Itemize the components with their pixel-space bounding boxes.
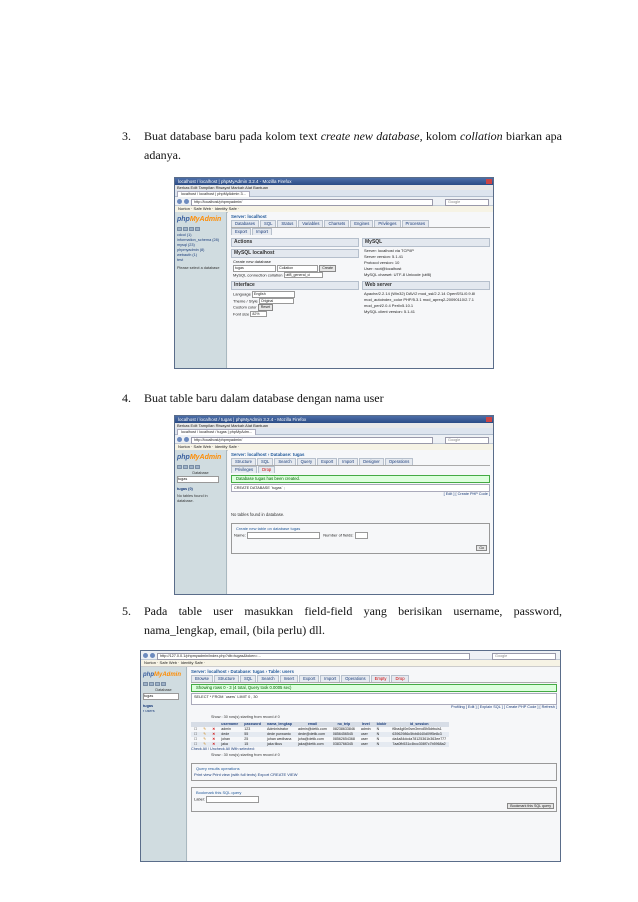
tab-import[interactable]: Import — [252, 228, 272, 235]
column-header[interactable]: nama_lengkap — [264, 722, 295, 727]
back-icon[interactable] — [143, 653, 148, 658]
cell: user — [360, 737, 368, 741]
sql-query: SELECT * FROM `users` LIMIT 0 , 30 — [191, 693, 557, 705]
row-checkbox[interactable]: ☐ — [194, 737, 198, 741]
sql-query: CREATE DATABASE `tugas` ; — [231, 484, 490, 492]
tab-drop[interactable]: Drop — [391, 675, 408, 682]
tab-engines[interactable]: Engines — [350, 220, 373, 227]
step-4 — [122, 389, 562, 408]
cell: dede@detik.com — [295, 732, 330, 737]
db-item[interactable]: tugas (0) — [177, 487, 193, 491]
label-label: Label: — [194, 796, 205, 802]
showing-rows-message: Showing rows 0 - 3 (4 total, Query took 0.0005 sec) — [191, 684, 557, 692]
home-icon[interactable] — [177, 465, 182, 469]
cell: dede — [218, 732, 241, 737]
cell: 08238633846 — [332, 727, 355, 731]
cell: dede purwanto — [264, 732, 295, 737]
row-navigation-bottom[interactable]: Show : 30 row(s) starting from record # 0 — [211, 752, 280, 757]
norton-toolbar[interactable]: Norton · Safe Web · Identity Safe · — [175, 206, 493, 213]
forward-icon[interactable] — [184, 437, 189, 442]
tab-privileges[interactable]: Privileges — [374, 220, 400, 227]
mysql-info: MySQL charset: UTF-8 Unicode (utf8) — [364, 272, 432, 277]
no-tables-hint: No tables found in database. — [177, 494, 208, 503]
docs-icon[interactable] — [189, 465, 194, 469]
query-ops-fieldset — [191, 763, 557, 781]
breadcrumb[interactable]: Server: localhost — [231, 214, 267, 219]
cell: da4a84dcda78125361b363ee777 — [392, 737, 447, 741]
tab-insert[interactable]: Insert — [280, 675, 298, 682]
table-name-input[interactable] — [247, 532, 320, 539]
go-button[interactable]: Go — [476, 545, 487, 552]
cell: 08562654368 — [332, 737, 355, 741]
database-select[interactable]: tugas — [177, 476, 219, 483]
cell: 0856456545 — [330, 732, 358, 737]
step-number: 4. — [122, 391, 131, 405]
db-item[interactable]: cdcol (1) — [177, 233, 192, 237]
screenshot-browse-table — [140, 650, 561, 862]
cell: N — [374, 732, 390, 737]
tab-privileges[interactable]: Privileges — [231, 466, 257, 473]
screenshot-create-database — [174, 177, 494, 369]
main-tabs — [191, 675, 557, 683]
back-icon[interactable] — [177, 199, 182, 204]
phpmyadmin-logo: phpMyAdmin — [177, 454, 222, 461]
tab-sql[interactable]: SQL — [257, 458, 273, 465]
tab-variables[interactable]: Variables — [298, 220, 323, 227]
reload-icon[interactable] — [195, 465, 200, 469]
home-icon[interactable] — [143, 682, 148, 686]
cell: admin@detik.com — [298, 727, 327, 731]
reload-icon[interactable] — [195, 227, 200, 231]
address-bar[interactable]: http://localhost/phpmyadmin/ — [191, 437, 433, 444]
window-title: localhost / localhost / tugas | phpMyAdmin 3.2.4 - Mozilla Firefox — [175, 416, 493, 423]
fields-count-input[interactable] — [355, 532, 368, 539]
step-3 — [122, 127, 562, 165]
column-header[interactable]: id_session — [389, 722, 449, 727]
step-number: 3. — [122, 129, 131, 143]
step-5 — [122, 602, 562, 640]
tab-databases[interactable]: Databases — [231, 220, 259, 227]
select-db-hint: Please select a database — [177, 266, 220, 270]
custom-color-label[interactable]: Custom color — [233, 304, 257, 310]
cell: joha@detik.com — [298, 737, 324, 741]
breadcrumb[interactable]: Server: localhost › Database: tugas › Table: users — [191, 669, 294, 674]
sql-icon[interactable] — [149, 682, 154, 686]
cell: 63962986c5fcb8440d09f5e8c3 — [389, 732, 449, 737]
step-number: 5. — [122, 604, 131, 618]
theme-select[interactable]: Original — [259, 298, 294, 305]
cell: admin — [360, 727, 371, 731]
database-label: Database — [155, 688, 172, 692]
language-label: Language — [233, 291, 251, 297]
column-header[interactable]: password — [241, 722, 264, 727]
cell: N — [376, 737, 380, 741]
tab-designer[interactable]: Designer — [359, 458, 384, 465]
cell: jaka@detik.com — [295, 742, 330, 747]
tab-sql[interactable]: SQL — [260, 220, 276, 227]
actions-header: Actions — [231, 238, 359, 247]
tab-operations[interactable]: Operations — [341, 675, 369, 682]
collation-select[interactable]: Collation — [277, 265, 318, 272]
tab-search[interactable]: Search — [257, 675, 278, 682]
success-message: Database tugas has been created. — [231, 475, 490, 483]
tab-export[interactable]: Export — [299, 675, 319, 682]
column-header[interactable]: no_telp — [330, 722, 358, 727]
address-bar[interactable]: http://127.0.0.1/phpmyadmin/index.php?db=tugas&token=... — [157, 653, 470, 660]
reload-icon[interactable] — [161, 682, 166, 686]
bookmark-fieldset — [191, 787, 557, 812]
results-table — [191, 722, 449, 747]
cell: f6ba4gl0n0sm3rnvd5h5drbuis1 — [392, 727, 442, 731]
phpmyadmin-logo: phpMyAdmin — [143, 672, 181, 678]
query-ops-legend: Query results operations — [196, 766, 240, 771]
step-text: Buat table baru dalam database dengan nama user — [144, 391, 384, 405]
check-all-link[interactable]: Check All / Uncheck All With selected: — [191, 747, 255, 751]
docs-icon[interactable] — [155, 682, 160, 686]
cell: N — [374, 742, 390, 747]
web-server-header: Web server — [362, 281, 490, 290]
tab-import[interactable]: Import — [320, 675, 340, 682]
delete-icon[interactable]: ✕ — [209, 732, 218, 737]
screenshot-create-table — [174, 415, 494, 595]
window-title: localhost / localhost | phpMyAdmin 3.2.4 - Mozilla Firefox — [175, 178, 493, 185]
tab-structure[interactable]: Structure — [214, 675, 239, 682]
search-input[interactable]: Google — [445, 437, 489, 444]
mysql-info: Server: localhost via TCP/IP — [364, 248, 414, 253]
cell: 0383766345 — [330, 742, 358, 747]
edit-icon[interactable]: ✎ — [203, 727, 207, 731]
db-item[interactable]: phpmyadmin (8) — [177, 248, 205, 252]
no-tables-message: No tables found in database. — [231, 511, 285, 517]
address-bar[interactable]: http://localhost/phpmyadmin/ — [191, 199, 433, 206]
mysql-header: MySQL — [362, 238, 490, 247]
delete-icon[interactable]: ✕ — [209, 742, 218, 747]
step-text: Pada table user masukkan field-field yang berisikan username, password, nama_lengkap, email, (bila perlu) dll. — [144, 604, 562, 637]
edit-icon[interactable]: ✎ — [200, 732, 209, 737]
tab-search[interactable]: Search — [274, 458, 295, 465]
fields-label: Number of fields: — [323, 532, 354, 538]
table-item-users[interactable]: ▪ users — [143, 709, 155, 713]
create-table-fieldset — [231, 523, 490, 554]
tab-empty[interactable]: Empty — [371, 675, 391, 682]
theme-label: Theme / Style — [233, 297, 258, 303]
step-text: Buat database baru pada kolom text create new database, kolom collation biarkan apa adanya. — [144, 129, 563, 162]
create-button[interactable]: Create — [319, 265, 336, 272]
mysql-localhost-header: MySQL localhost — [231, 249, 359, 258]
font-size-label: Font size — [233, 310, 250, 316]
tab-query[interactable]: Query — [297, 458, 316, 465]
database-select[interactable]: tugas — [143, 693, 179, 700]
tab-import[interactable]: Import — [338, 458, 358, 465]
sql-icon[interactable] — [183, 465, 188, 469]
cell: N — [376, 727, 380, 731]
mysql-info: Protocol version: 10 — [364, 260, 400, 265]
db-item[interactable]: test — [177, 258, 184, 262]
cell: 15 — [241, 742, 264, 747]
row-checkbox[interactable]: ☐ — [191, 742, 200, 747]
menu-bar[interactable]: Berkas Edit Tampilan Riwayat Markah Alat Bantuan — [175, 185, 493, 190]
tab-structure[interactable]: Structure — [231, 458, 256, 465]
edit-icon[interactable]: ✎ — [203, 737, 207, 741]
row-checkbox[interactable]: ☐ — [194, 727, 198, 731]
cell: 7aa0fb531c4bcc308f7c7b5968a2 — [389, 742, 449, 747]
column-header[interactable]: email — [295, 722, 330, 727]
create-table-legend: Create new table on database tugas — [236, 526, 301, 531]
docs-icon[interactable] — [189, 227, 194, 231]
forward-icon[interactable] — [150, 653, 155, 658]
menu-bar[interactable]: Berkas Edit Tampilan Riwayat Markah Alat Bantuan — [175, 423, 493, 428]
edit-icon[interactable]: ✎ — [200, 742, 209, 747]
forward-icon[interactable] — [184, 199, 189, 204]
browser-tab[interactable]: localhost / localhost / tugas | phpMyAdm... — [177, 429, 256, 435]
web-info: Apache/2.2.14 (Win32) DAV/2 mod_ssl/2.2.14 OpenSSL/0.9.8l mod_autoindex_color PHP/5.3.1 mod_apreq2-20090110/2.7.1 mod_perl/2.0.4 Perl/v5.10.1 — [364, 291, 475, 308]
tab-charsets[interactable]: Charsets — [324, 220, 349, 227]
tab-export[interactable]: Export — [231, 228, 251, 235]
close-icon[interactable] — [486, 179, 492, 184]
phpmyadmin-logo: phpMyAdmin — [177, 216, 222, 223]
conn-collation-select[interactable]: utf8_general_ci — [284, 272, 323, 279]
cell: jaka tikus — [264, 742, 295, 747]
cell: jaka — [218, 742, 241, 747]
main-tabs — [231, 458, 490, 466]
bookmark-legend: Bookmark this SQL query — [196, 790, 242, 795]
language-select[interactable]: English — [252, 291, 295, 298]
db-item[interactable]: mysql (23) — [177, 243, 195, 247]
cell: johan — [221, 737, 231, 741]
tab-sql[interactable]: SQL — [240, 675, 256, 682]
breadcrumb[interactable]: Server: localhost › Database: tugas — [231, 452, 305, 457]
cell: admin — [221, 727, 232, 731]
tab-browse[interactable]: Browse — [191, 675, 213, 682]
norton-toolbar[interactable]: Norton · Safe Web · Identity Safe · — [175, 444, 493, 451]
web-info: MySQL client version: 5.1.41 — [364, 309, 415, 314]
delete-icon[interactable]: ✕ — [212, 737, 216, 741]
interface-header: Interface — [231, 281, 359, 290]
cell: 25 — [244, 737, 249, 741]
search-input[interactable]: Google — [492, 653, 556, 660]
tab-processes[interactable]: Processes — [402, 220, 430, 227]
norton-toolbar[interactable]: Norton · Safe Web · Identity Safe · — [141, 660, 560, 667]
search-input[interactable]: Google — [445, 199, 489, 206]
bookmark-label-input[interactable] — [206, 796, 259, 803]
reset-button[interactable]: Reset — [258, 304, 273, 311]
close-icon[interactable] — [486, 417, 492, 422]
delete-icon[interactable]: ✕ — [212, 727, 216, 731]
db-item[interactable]: information_schema (28) — [177, 238, 219, 242]
db-item[interactable]: webauth (1) — [177, 253, 198, 257]
row-checkbox[interactable]: ☐ — [191, 732, 200, 737]
tab-status[interactable]: Status — [277, 220, 297, 227]
query-links[interactable]: [ Edit ] [ Create PHP Code ] — [443, 492, 490, 496]
cell: Administrator — [267, 727, 289, 731]
create-db-input[interactable]: tugas — [233, 265, 276, 272]
database-label: Database — [192, 471, 209, 475]
cell: 55 — [241, 732, 264, 737]
back-icon[interactable] — [177, 437, 182, 442]
sql-icon[interactable] — [183, 227, 188, 231]
browser-tab[interactable]: localhost / localhost | phpMyAdmin 3... — [177, 191, 250, 197]
cell: johan wedhana — [267, 737, 292, 741]
column-header[interactable]: level — [358, 722, 374, 727]
main-tabs — [231, 220, 490, 228]
home-icon[interactable] — [177, 227, 182, 231]
cell: user — [358, 732, 374, 737]
name-label: Name: — [234, 532, 246, 538]
tab-operations[interactable]: Operations — [385, 458, 413, 465]
mysql-info: User: root@localhost — [364, 266, 402, 271]
bookmark-button[interactable]: Bookmark this SQL query — [507, 803, 554, 810]
db-item[interactable]: tugas — [143, 704, 154, 708]
font-size-select[interactable]: 82% — [250, 311, 267, 318]
cell: user — [358, 742, 374, 747]
query-links[interactable]: Profiling [ Edit ] [ Explain SQL ] [ Create PHP Code ] [ Refresh ] — [451, 705, 557, 709]
tab-export[interactable]: Export — [317, 458, 337, 465]
row-navigation[interactable]: Show : 30 row(s) starting from record # 0 — [211, 714, 280, 719]
create-db-label: Create new database — [233, 259, 272, 264]
cell: 123 — [244, 727, 251, 731]
column-header[interactable]: username — [218, 722, 241, 727]
column-header[interactable]: blokir — [374, 722, 390, 727]
conn-collation-label: MySQL connection collation — [233, 271, 283, 277]
mysql-info: Server version: 5.1.41 — [364, 254, 404, 259]
query-ops-links[interactable]: Print view Print view (with full texts) Export CREATE VIEW — [194, 772, 298, 777]
tab-drop[interactable]: Drop — [258, 466, 275, 473]
